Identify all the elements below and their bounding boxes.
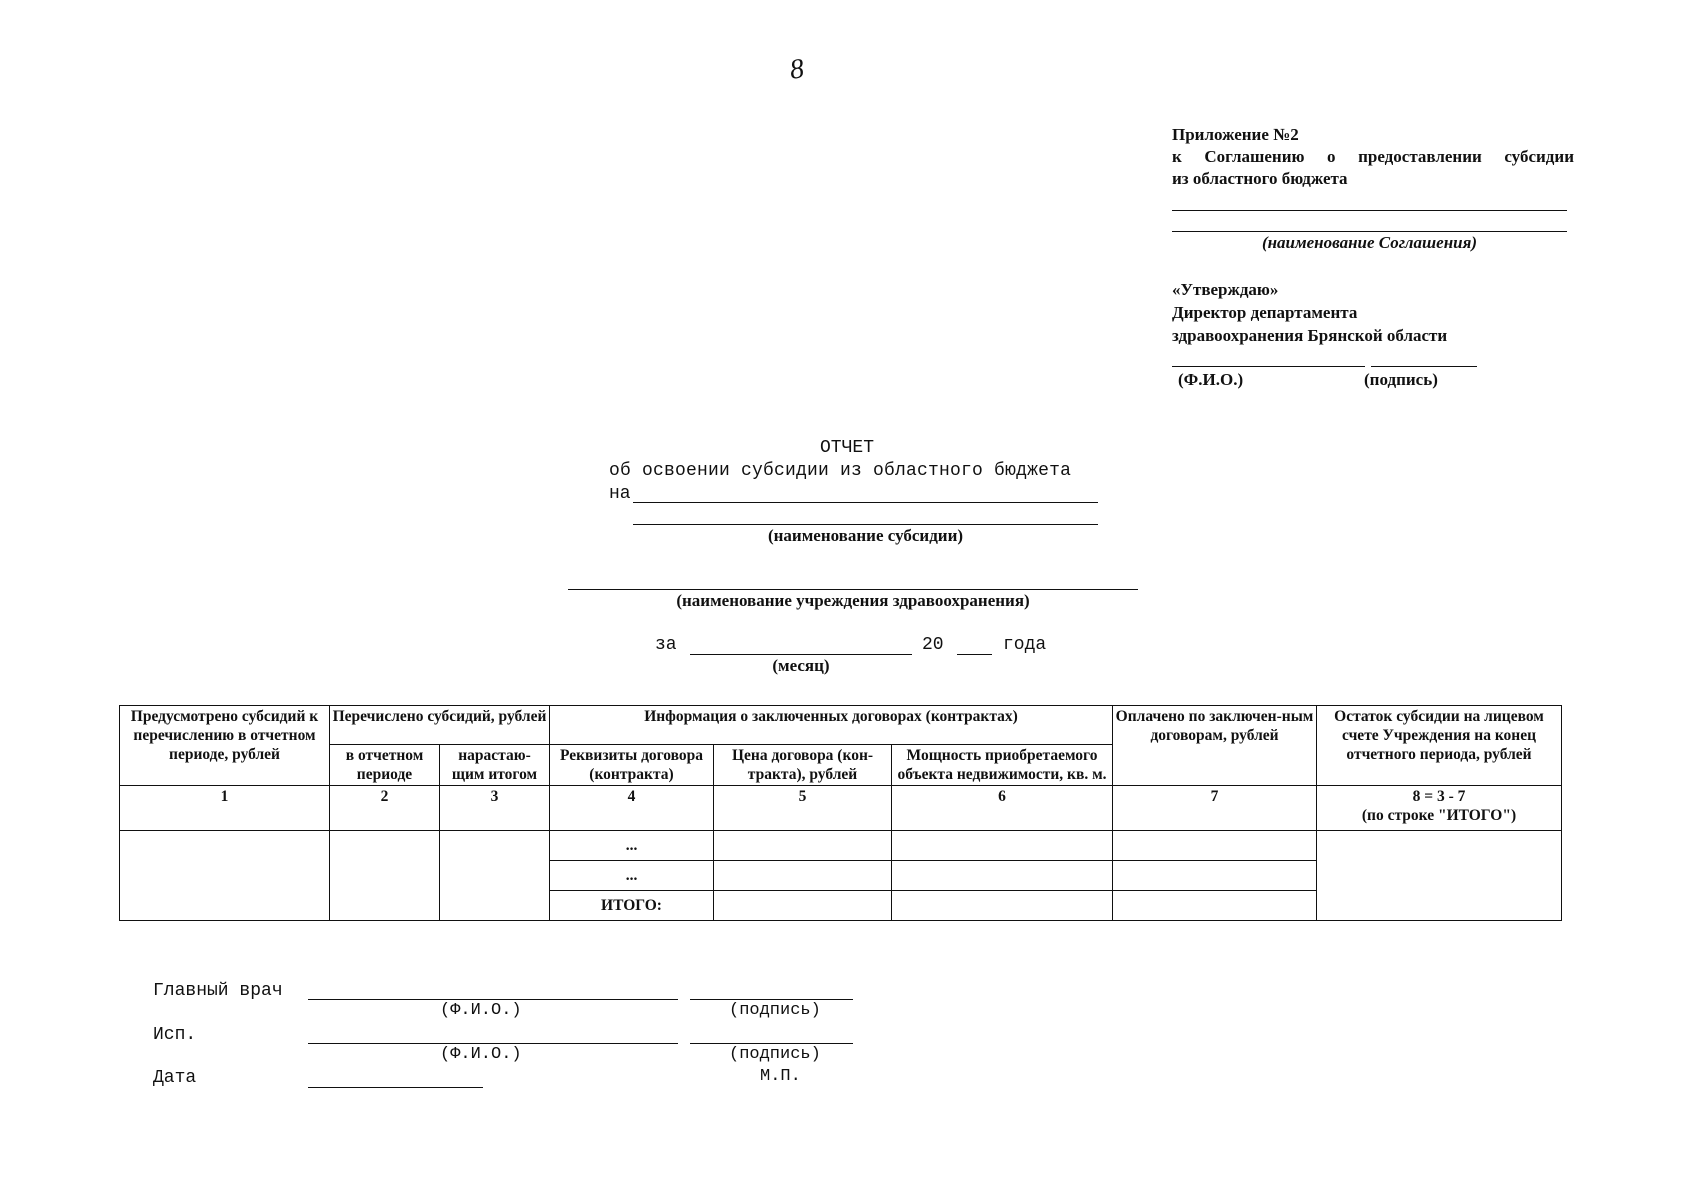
header-contracts-group: Информация о заключенных договорах (контрактах) bbox=[550, 706, 1113, 745]
table-cell bbox=[1113, 891, 1317, 921]
header-in-period: в отчетном периоде bbox=[330, 745, 440, 786]
institution-name-caption: (наименование учреждения здравоохранения) bbox=[676, 591, 1030, 610]
header-property-capacity: Мощность приобретаемого объекта недвижимости, кв. м. bbox=[892, 745, 1113, 786]
year-line bbox=[957, 654, 992, 655]
approval-stamp-text: «Утверждаю» bbox=[1172, 280, 1279, 299]
date-label: Дата bbox=[153, 1068, 197, 1088]
appendix-agreement-ref: к Соглашению о предоставлении субсидии bbox=[1172, 147, 1574, 166]
col-number-formula bbox=[1317, 786, 1562, 831]
date-line bbox=[308, 1087, 483, 1088]
total-row-label: ИТОГО: bbox=[550, 891, 714, 921]
chief-fio-caption: (Ф.И.О.) bbox=[440, 1001, 522, 1020]
approver-signature-line bbox=[1371, 366, 1477, 367]
col-number: 4 bbox=[550, 786, 714, 831]
approver-position-2: здравоохранения Брянской области bbox=[1172, 326, 1448, 345]
agreement-name-line-1 bbox=[1172, 210, 1567, 211]
month-line bbox=[690, 654, 912, 655]
contract-row-placeholder: ... bbox=[550, 831, 714, 861]
approver-fio-caption: (Ф.И.О.) bbox=[1178, 370, 1244, 389]
chief-doctor-label: Главный врач bbox=[153, 981, 283, 1001]
table-cell bbox=[330, 831, 440, 921]
header-transferred-group: Перечислено субсидий, рублей bbox=[330, 706, 550, 745]
col-number: 2 bbox=[330, 786, 440, 831]
executor-signature-line bbox=[690, 1043, 853, 1044]
institution-name-line bbox=[568, 589, 1138, 590]
report-table bbox=[119, 705, 1562, 921]
header-cumulative: нарастаю-щим итогом bbox=[440, 745, 550, 786]
table-cell bbox=[714, 831, 892, 861]
col-number: 6 bbox=[892, 786, 1113, 831]
table-cell bbox=[714, 861, 892, 891]
table-cell bbox=[440, 831, 550, 921]
table-cell bbox=[714, 891, 892, 921]
year-prefix: 20 bbox=[922, 635, 944, 655]
approver-position-1: Директор департамента bbox=[1172, 303, 1358, 322]
header-remaining-balance: Остаток субсидии на лицевом счете Учреждения на конец отчетного периода, рублей bbox=[1317, 706, 1562, 786]
appendix-title: Приложение №2 bbox=[1172, 125, 1299, 144]
table-cell bbox=[892, 831, 1113, 861]
executor-fio-line bbox=[308, 1043, 678, 1044]
executor-label: Исп. bbox=[153, 1025, 197, 1045]
appendix-header bbox=[1172, 124, 1574, 190]
header-paid-contracts: Оплачено по заключен-ным договорам, рублей bbox=[1113, 706, 1317, 786]
subsidy-name-line-2 bbox=[633, 524, 1098, 525]
executor-signature-caption: (подпись) bbox=[729, 1045, 821, 1064]
header-contract-details: Реквизиты договора (контракта) bbox=[550, 745, 714, 786]
appendix-budget-ref: из областного бюджета bbox=[1172, 169, 1348, 188]
subsidy-name-caption: (наименование субсидии) bbox=[767, 526, 964, 545]
page-number: 8 bbox=[787, 53, 807, 86]
col-number: 5 bbox=[714, 786, 892, 831]
table-cell bbox=[1317, 831, 1562, 921]
table-cell bbox=[1113, 831, 1317, 861]
col-number: 1 bbox=[120, 786, 330, 831]
report-on-prefix: на bbox=[609, 484, 631, 504]
col-number: 7 bbox=[1113, 786, 1317, 831]
chief-signature-line bbox=[690, 999, 853, 1000]
report-subtitle: об освоении субсидии из областного бюджета bbox=[609, 461, 1072, 481]
agreement-name-line-2 bbox=[1172, 231, 1567, 232]
approver-fio-line bbox=[1172, 366, 1365, 367]
table-cell bbox=[892, 891, 1113, 921]
approver-signature-caption: (подпись) bbox=[1364, 370, 1438, 389]
executor-fio-caption: (Ф.И.О.) bbox=[440, 1045, 522, 1064]
formula-text: 8 = 3 - 7 bbox=[1412, 788, 1466, 805]
subsidy-name-line-1 bbox=[633, 502, 1098, 503]
table-cell bbox=[1113, 861, 1317, 891]
header-planned-subsidies: Предусмотрено субсидий к перечислению в отчетном периоде, рублей bbox=[120, 706, 330, 786]
report-title: ОТЧЕТ bbox=[820, 438, 875, 458]
agreement-name-caption: (наименование Соглашения) bbox=[1261, 233, 1478, 252]
contract-row-placeholder: ... bbox=[550, 861, 714, 891]
month-caption: (месяц) bbox=[772, 656, 830, 675]
chief-signature-caption: (подпись) bbox=[729, 1001, 821, 1020]
period-prefix: за bbox=[655, 635, 677, 655]
header-contract-price: Цена договора (кон-тракта), рублей bbox=[714, 745, 892, 786]
table-cell bbox=[892, 861, 1113, 891]
formula-note: (по строке "ИТОГО") bbox=[1361, 807, 1517, 824]
table-cell bbox=[120, 831, 330, 921]
stamp-place-label: М.П. bbox=[760, 1067, 801, 1086]
chief-fio-line bbox=[308, 999, 678, 1000]
year-suffix: года bbox=[1003, 635, 1047, 655]
approval-block bbox=[1172, 278, 1447, 347]
col-number: 3 bbox=[440, 786, 550, 831]
